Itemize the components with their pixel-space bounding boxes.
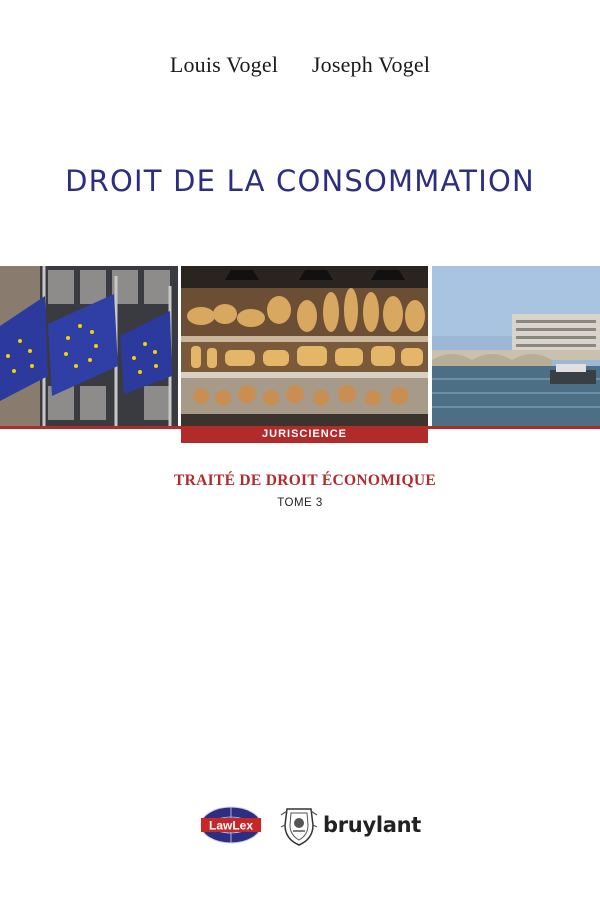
bruylant-crest-icon (279, 803, 319, 847)
author-2: Joseph Vogel (311, 52, 431, 77)
bruylant-wordmark: bruylant (323, 813, 421, 837)
collection-label: JURISCIENCE (181, 426, 428, 443)
lawlex-wordmark: LawLex (208, 818, 254, 833)
eu-flags-photo (0, 266, 178, 426)
bakery-display-photo (181, 266, 428, 426)
book-title: DROIT DE LA CONSOMMATION (65, 164, 535, 198)
photo-strip (0, 266, 600, 426)
paris-bridge-photo (432, 266, 600, 426)
series-title: TRAITÉ DE DROIT ÉCONOMIQUE (173, 472, 436, 489)
volume-label: TOME 3 (277, 497, 323, 509)
authors (0, 52, 600, 78)
lawlex-logo (199, 805, 263, 845)
author-1: Louis Vogel (169, 52, 279, 77)
